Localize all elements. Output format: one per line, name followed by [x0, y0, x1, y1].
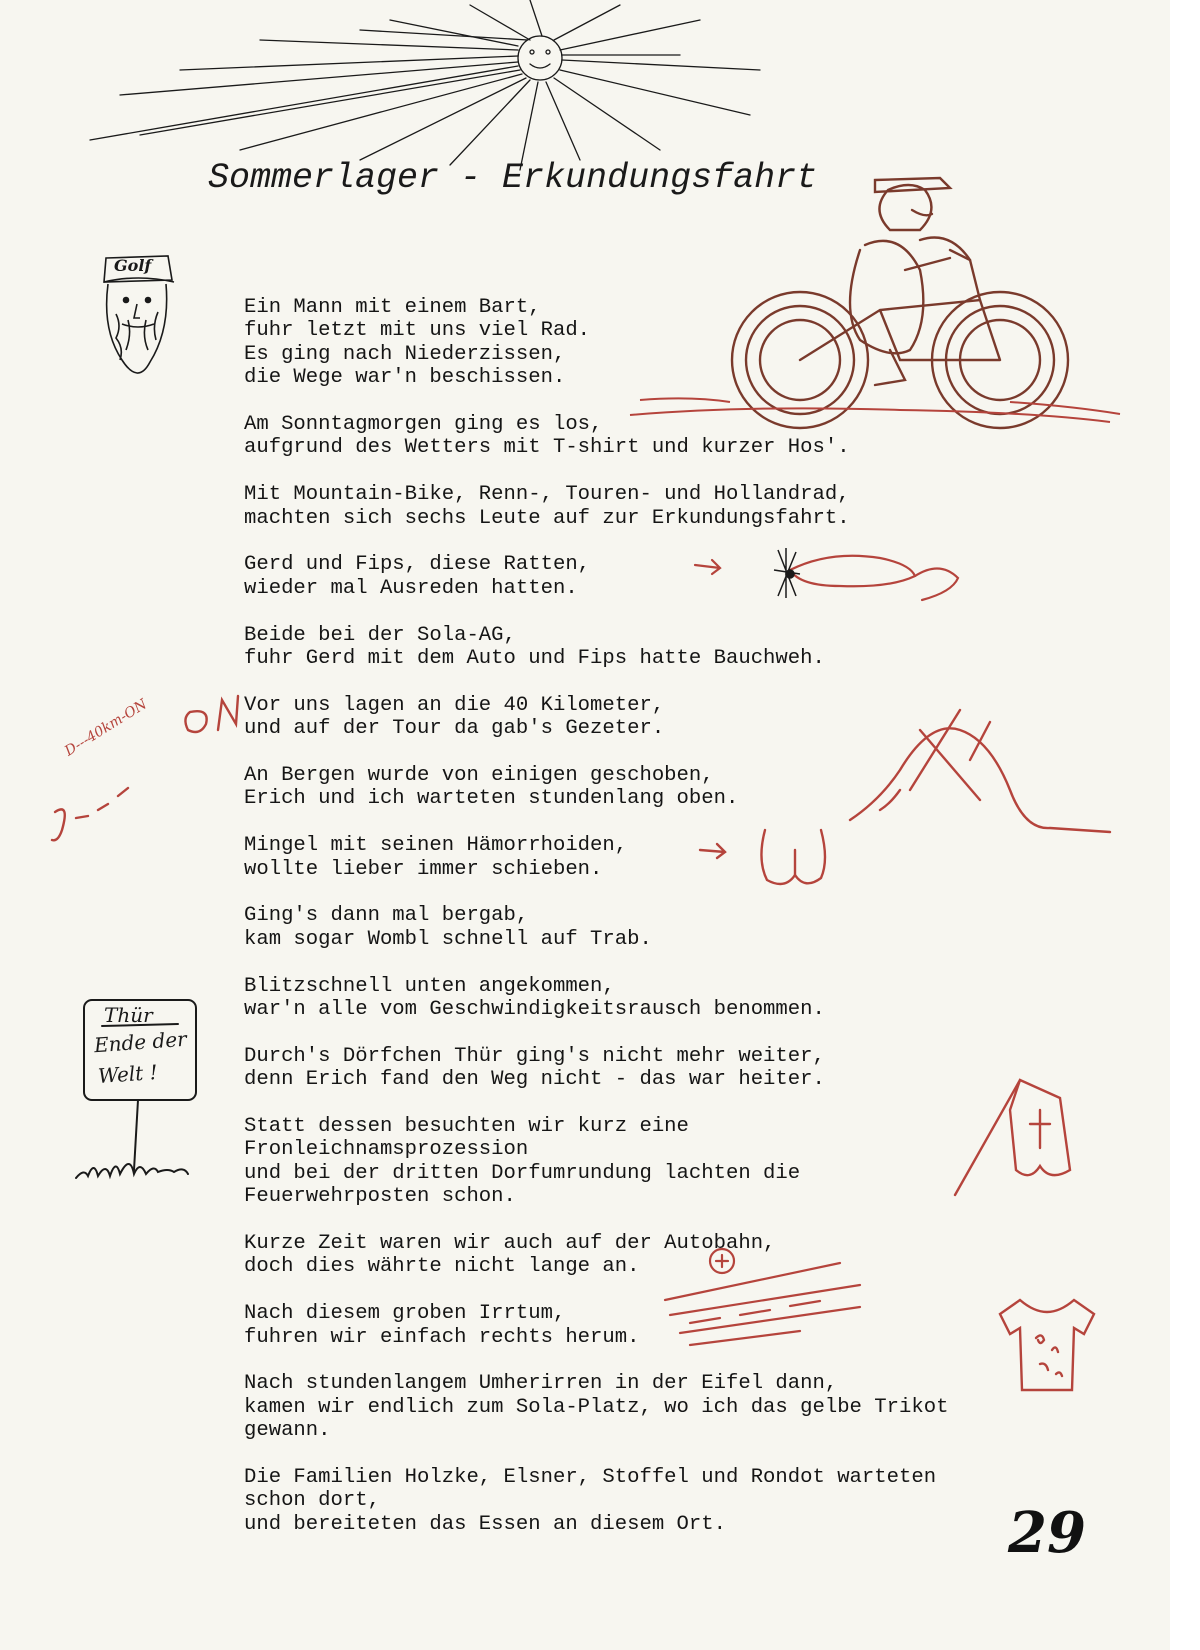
stanza — [244, 694, 1104, 741]
stanza — [244, 553, 1104, 600]
scan-margin — [1170, 0, 1200, 1650]
poem-line: Vor uns lagen an die 40 Kilometer, — [244, 693, 665, 717]
poem-body — [244, 296, 1104, 1536]
poem-line: machten sich sechs Leute auf zur Erkundungsfahrt. — [244, 506, 850, 530]
poem-line: fuhr letzt mit uns viel Rad. — [244, 319, 591, 343]
page-number: 29 — [1008, 1500, 1086, 1566]
poem-line: Beide bei der Sola-AG, — [244, 623, 516, 647]
sign-title: Thür — [104, 1003, 153, 1027]
cap-label: Golf — [114, 256, 152, 275]
stanza — [244, 1045, 1104, 1092]
stanza — [244, 764, 1104, 811]
poem-line: Blitzschnell unten angekommen, — [244, 974, 615, 998]
stanza — [244, 296, 1104, 390]
poem-line: Nach stundenlangem Umherirren in der Eifel dann, — [244, 1372, 838, 1396]
poem-line: Ging's dann mal bergab, — [244, 904, 529, 928]
sign-text-1: Ende der — [93, 1026, 188, 1058]
poem-line: Am Sonntagmorgen ging es los, — [244, 413, 603, 437]
poem-line: Fronleichnamsprozession — [244, 1138, 529, 1162]
poem-line: Mit Mountain-Bike, Renn-, Touren- und Hollandrad, — [244, 483, 850, 507]
poem-line: Es ging nach Niederzissen, — [244, 342, 566, 366]
poem-line: Ein Mann mit einem Bart, — [244, 296, 541, 319]
poem-line: doch dies währte nicht lange an. — [244, 1255, 640, 1279]
stanza — [244, 1372, 1104, 1442]
stanza — [244, 834, 1104, 881]
stanza — [244, 624, 1104, 671]
poem-line: Mingel mit seinen Hämorrhoiden, — [244, 834, 628, 858]
poem-line: An Bergen wurde von einigen geschoben, — [244, 764, 714, 788]
poem-line: wieder mal Ausreden hatten. — [244, 576, 578, 600]
stanza — [244, 1232, 1104, 1279]
sun-doodle — [60, 0, 780, 170]
poem-line: und bereiteten das Essen an diesem Ort. — [244, 1512, 726, 1536]
poem-line: gewann. — [244, 1419, 331, 1443]
poem-line: Die Familien Holzke, Elsner, Stoffel und Rondot warteten — [244, 1466, 937, 1490]
stanza — [244, 904, 1104, 951]
poem-line: Erich und ich warteten stundenlang oben. — [244, 787, 739, 811]
stanza — [244, 413, 1104, 460]
stanza — [244, 1115, 1104, 1209]
poem-line: kamen wir endlich zum Sola-Platz, wo ich das gelbe Trikot — [244, 1395, 949, 1419]
poem-line: denn Erich fand den Weg nicht - das war heiter. — [244, 1068, 825, 1092]
poem-line: und bei der dritten Dorfumrundung lachten die — [244, 1161, 801, 1185]
stanza — [244, 975, 1104, 1022]
route-distance-label: D---40km-ON — [62, 696, 150, 760]
page-title: Sommerlager - Erkundungsfahrt — [208, 158, 818, 198]
poem-line: fuhr Gerd mit dem Auto und Fips hatte Bauchweh. — [244, 647, 825, 671]
poem-line: aufgrund des Wetters mit T-shirt und kurzer Hos'. — [244, 436, 850, 460]
poem-line: wollte lieber immer schieben. — [244, 857, 603, 881]
poem-line: Gerd und Fips, diese Ratten, — [244, 553, 591, 577]
poem-line: Durch's Dörfchen Thür ging's nicht mehr weiter, — [244, 1044, 825, 1068]
stanza — [244, 483, 1104, 530]
poem-line: und auf der Tour da gab's Gezeter. — [244, 717, 665, 741]
poem-line: fuhren wir einfach rechts herum. — [244, 1325, 640, 1349]
poem-line: schon dort, — [244, 1489, 380, 1513]
sign-text-2: Welt ! — [97, 1059, 159, 1089]
stanza — [244, 1302, 1104, 1349]
poem-line: war'n alle vom Geschwindigkeitsrausch benommen. — [244, 998, 825, 1022]
poem-line: die Wege war'n beschissen. — [244, 366, 566, 390]
poem-line: Statt dessen besuchten wir kurz eine — [244, 1115, 689, 1139]
poem-line: Nach diesem groben Irrtum, — [244, 1302, 566, 1326]
poem-line: kam sogar Wombl schnell auf Trab. — [244, 927, 652, 951]
poem-line: Kurze Zeit waren wir auch auf der Autobahn, — [244, 1232, 776, 1256]
stanza — [244, 1466, 1104, 1536]
poem-line: Feuerwehrposten schon. — [244, 1185, 516, 1209]
